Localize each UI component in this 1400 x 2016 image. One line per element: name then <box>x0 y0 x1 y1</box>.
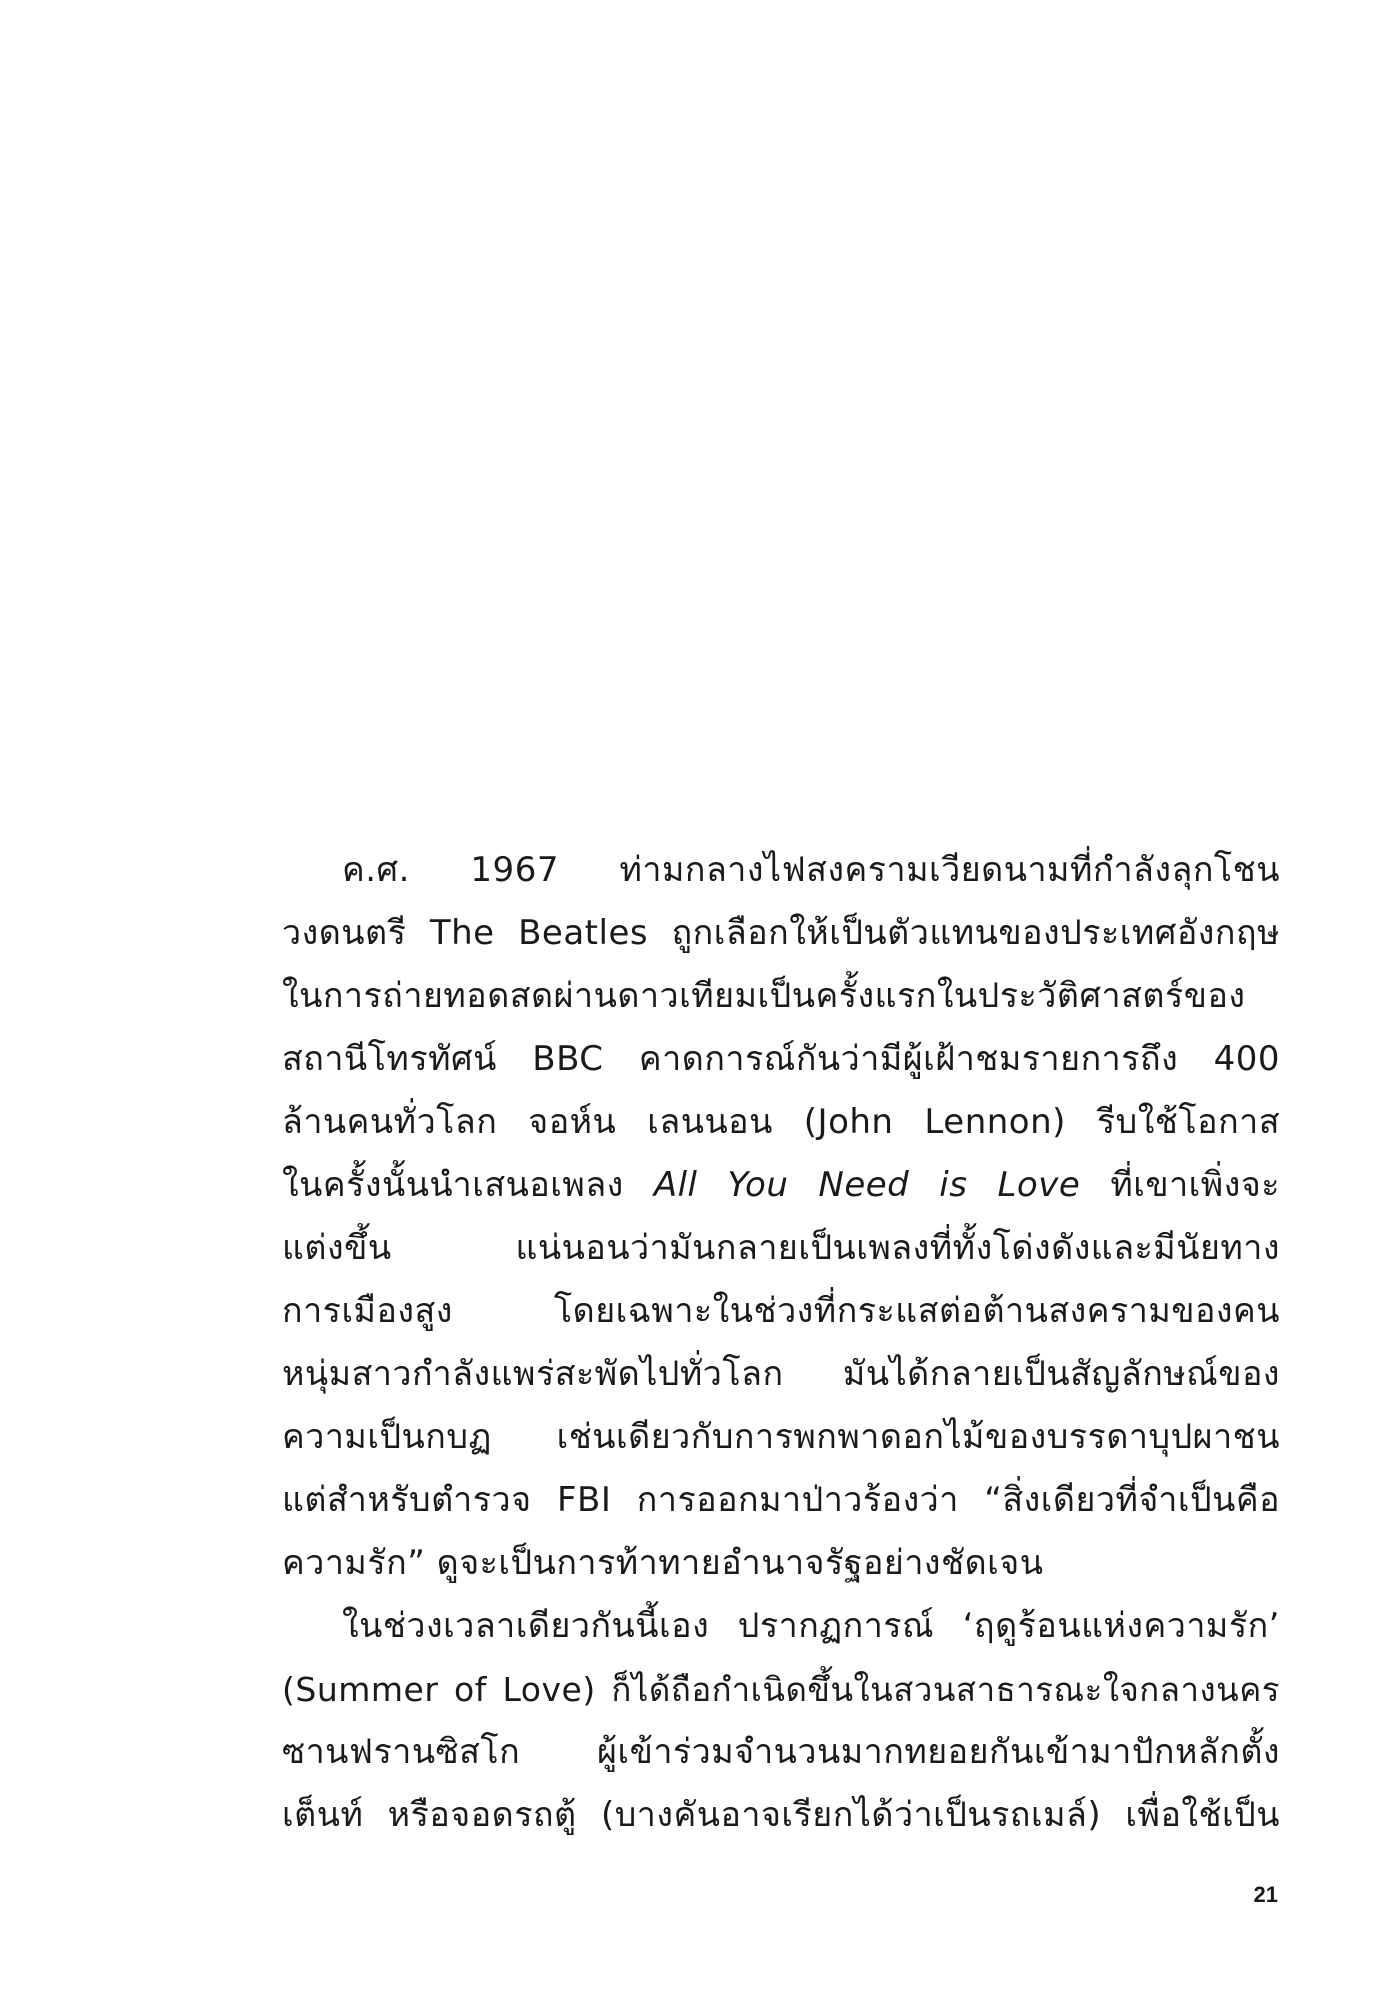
paragraph-1 <box>282 839 1280 1595</box>
paragraph-2 <box>282 1595 1280 1847</box>
text-line: ความรัก” ดูจะเป็นการท้าทายอำนาจรัฐอย่างชัดเจน <box>282 1543 1044 1583</box>
text-segment: ที่เขาเพิ่งจะ <box>1080 1165 1280 1205</box>
song-title: All You Need is Love <box>653 1165 1081 1205</box>
text-line: ในช่วงเวลาเดียวกันนี้เอง ปรากฏการณ์ ‘ฤดูร้อนแห่งความรัก’ <box>342 1606 1280 1646</box>
text-line: ค.ศ. 1967 ท่ามกลางไฟสงครามเวียดนามที่กำลังลุกโชน <box>342 850 1280 890</box>
text-line: ซานฟรานซิสโก ผู้เข้าร่วมจำนวนมากทยอยกันเข้ามาปักหลักตั้ง <box>282 1732 1280 1772</box>
page-number: 21 <box>1253 1882 1278 1907</box>
text-line: วงดนตรี The Beatles ถูกเลือกให้เป็นตัวแทนของประเทศอังกฤษ <box>282 913 1280 953</box>
text-line: ล้านคนทั่วโลก จอห์น เลนนอน (John Lennon) รีบใช้โอกาส <box>282 1102 1280 1142</box>
body-text <box>282 839 1280 1847</box>
text-line <box>282 1154 1280 1217</box>
text-line: เต็นท์ หรือจอดรถตู้ (บางคันอาจเรียกได้ว่าเป็นรถเมล์) เพื่อใช้เป็น <box>282 1795 1280 1835</box>
text-line: แต่สำหรับตำรวจ FBI การออกมาป่าวร้องว่า “สิ่งเดียวที่จำเป็นคือ <box>282 1480 1280 1520</box>
text-line: ในการถ่ายทอดสดผ่านดาวเทียมเป็นครั้งแรกในประวัติศาสตร์ของ <box>282 976 1246 1016</box>
text-line: (Summer of Love) ก็ได้ถือกำเนิดขึ้นในสวนสาธารณะใจกลางนคร <box>282 1670 1280 1709</box>
text-segment: ในครั้งนั้นนำเสนอเพลง <box>282 1165 654 1205</box>
text-line: การเมืองสูง โดยเฉพาะในช่วงที่กระแสต่อต้านสงครามของคน <box>282 1291 1280 1331</box>
text-line: หนุ่มสาวกำลังแพร่สะพัดไปทั่วโลก มันได้กลายเป็นสัญลักษณ์ของ <box>282 1354 1280 1394</box>
text-line: แต่งขึ้น แน่นอนว่ามันกลายเป็นเพลงที่ทั้งโด่งดังและมีนัยทาง <box>282 1228 1280 1268</box>
text-line: สถานีโทรทัศน์ BBC คาดการณ์กันว่ามีผู้เฝ้าชมรายการถึง 400 <box>282 1039 1280 1079</box>
text-line: ความเป็นกบฏ เช่นเดียวกับการพกพาดอกไม้ของบรรดาบุปผาชน <box>282 1417 1280 1457</box>
